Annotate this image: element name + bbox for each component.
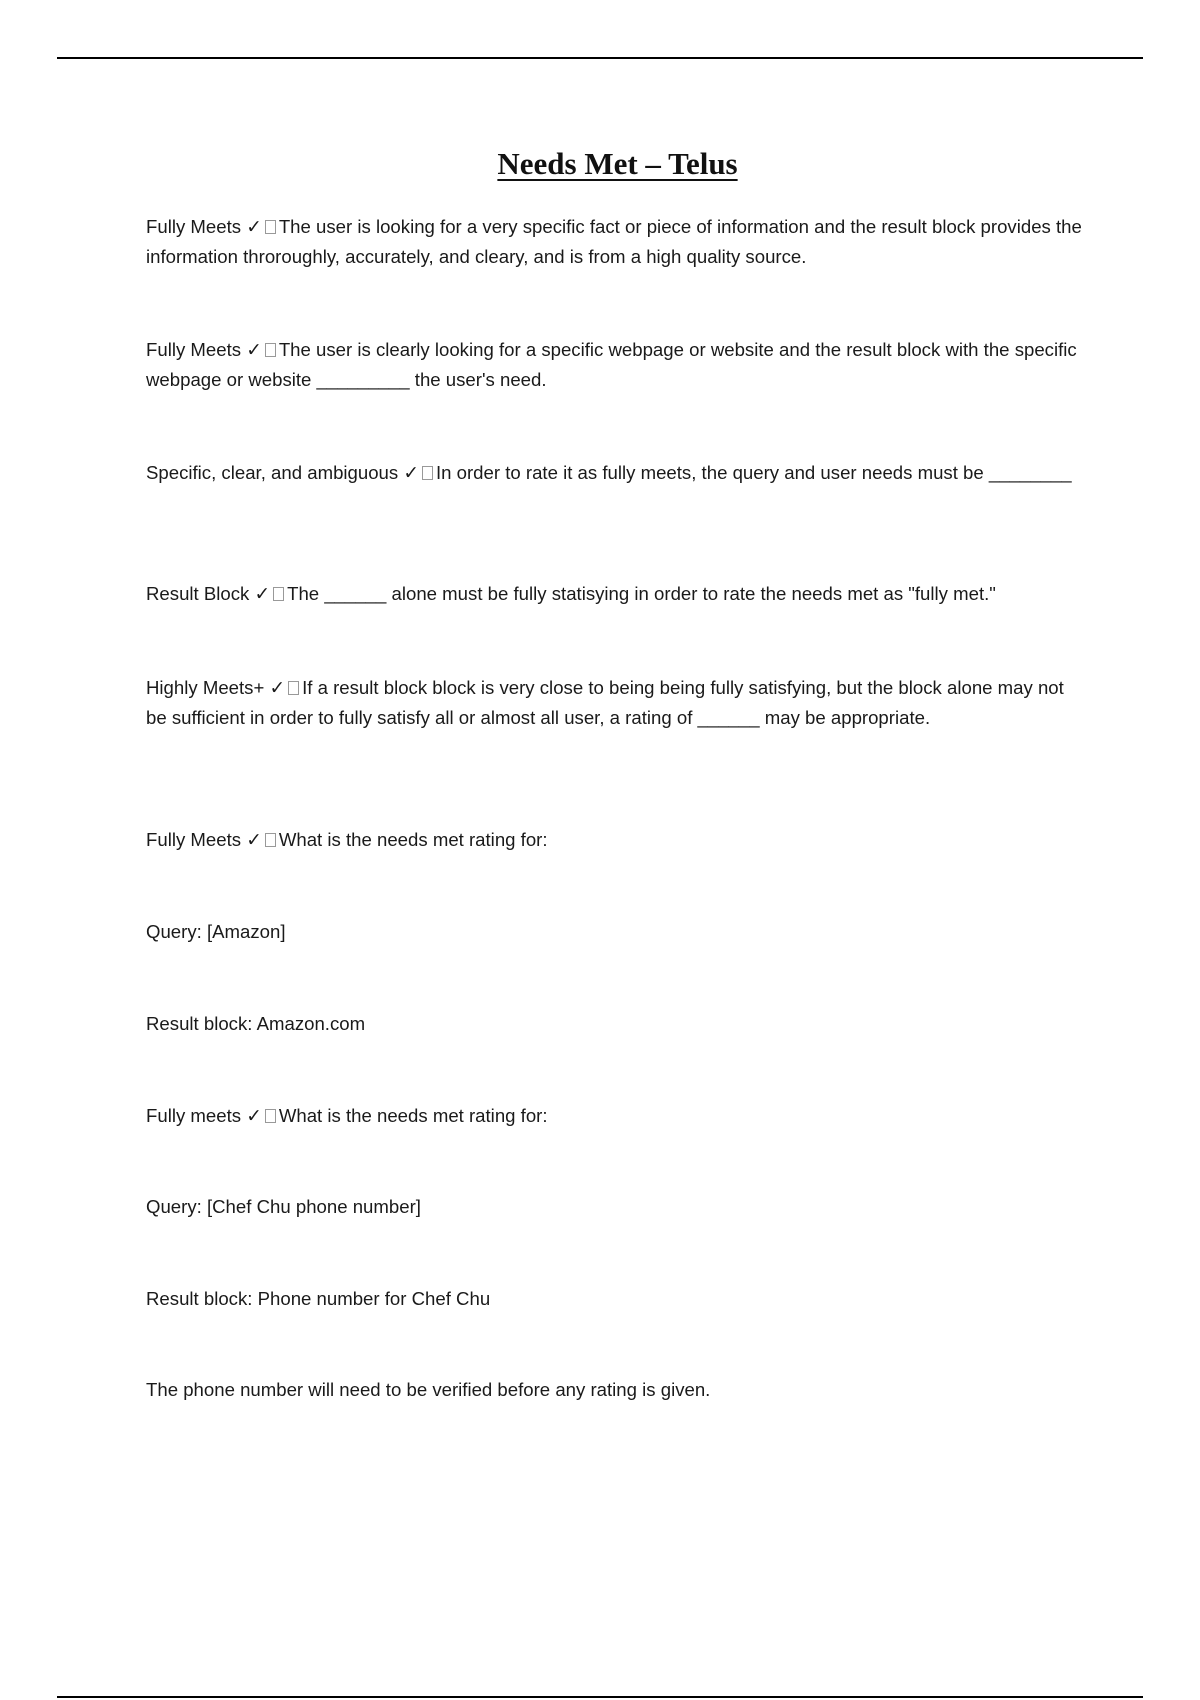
- empty-box-icon: [265, 833, 276, 847]
- query-line: Query: [Chef Chu phone number]: [146, 1196, 421, 1217]
- empty-box-icon: [273, 587, 284, 601]
- question-text: In order to rate it as fully meets, the query and user needs must be ________: [435, 462, 1072, 483]
- empty-box-icon: [265, 343, 276, 357]
- question-text: If a result block block is very close to being being fully satisfying, but the block alone may not be sufficient in order to fully satisfy all or almost all user, a rating of ______ may be appropriate.: [146, 677, 1064, 728]
- checkmark-icon: ✓: [246, 830, 262, 851]
- answer-text: Fully Meets: [146, 216, 242, 237]
- qa-item: [146, 1102, 1086, 1132]
- answer-text: Highly Meets+: [146, 677, 265, 698]
- header-rule: [57, 57, 1143, 59]
- question-text: What is the needs met rating for:: [278, 1105, 548, 1126]
- checkmark-icon: ✓: [254, 584, 271, 605]
- qa-item: [146, 580, 1086, 610]
- qa-item: [146, 674, 1086, 732]
- checkmark-icon: ✓: [246, 217, 262, 238]
- closing-note: The phone number will need to be verified before any rating is given.: [146, 1379, 711, 1400]
- qa-item: [146, 826, 1086, 856]
- page-title: [0, 144, 1200, 184]
- empty-box-icon: [422, 466, 433, 480]
- page-title-text: Needs Met – Telus: [497, 146, 738, 181]
- empty-box-icon: [265, 1109, 276, 1123]
- result-block-line: Result block: Amazon.com: [146, 1013, 366, 1034]
- checkmark-icon: ✓: [246, 340, 262, 361]
- qa-item: [146, 213, 1086, 271]
- answer-text: Fully Meets: [146, 339, 242, 360]
- answer-text: Fully meets: [146, 1105, 242, 1126]
- answer-text: Fully Meets: [146, 829, 242, 850]
- checkmark-icon: ✓: [403, 463, 419, 484]
- question-text: The user is clearly looking for a specific webpage or website and the result block with the specific webpage or website _________ the user's need.: [146, 339, 1077, 390]
- qa-item: [146, 336, 1086, 394]
- checkmark-icon: ✓: [269, 678, 286, 699]
- footer-rule: [57, 1696, 1143, 1698]
- question-text: What is the needs met rating for:: [278, 829, 548, 850]
- question-text: The user is looking for a very specific fact or piece of information and the result block provides the information throroughly, accurately, and cleary, and is from a high quality source.: [146, 216, 1082, 267]
- qa-item: [146, 459, 1086, 489]
- answer-text: Specific, clear, and ambiguous: [146, 462, 399, 483]
- result-block-line: Result block: Phone number for Chef Chu: [146, 1288, 491, 1309]
- question-text: The ______ alone must be fully statisying in order to rate the needs met as "fully met.": [287, 583, 996, 604]
- query-line: Query: [Amazon]: [146, 921, 286, 942]
- empty-box-icon: [288, 681, 299, 695]
- answer-text: Result Block: [146, 583, 250, 604]
- empty-box-icon: [265, 220, 276, 234]
- checkmark-icon: ✓: [246, 1106, 262, 1127]
